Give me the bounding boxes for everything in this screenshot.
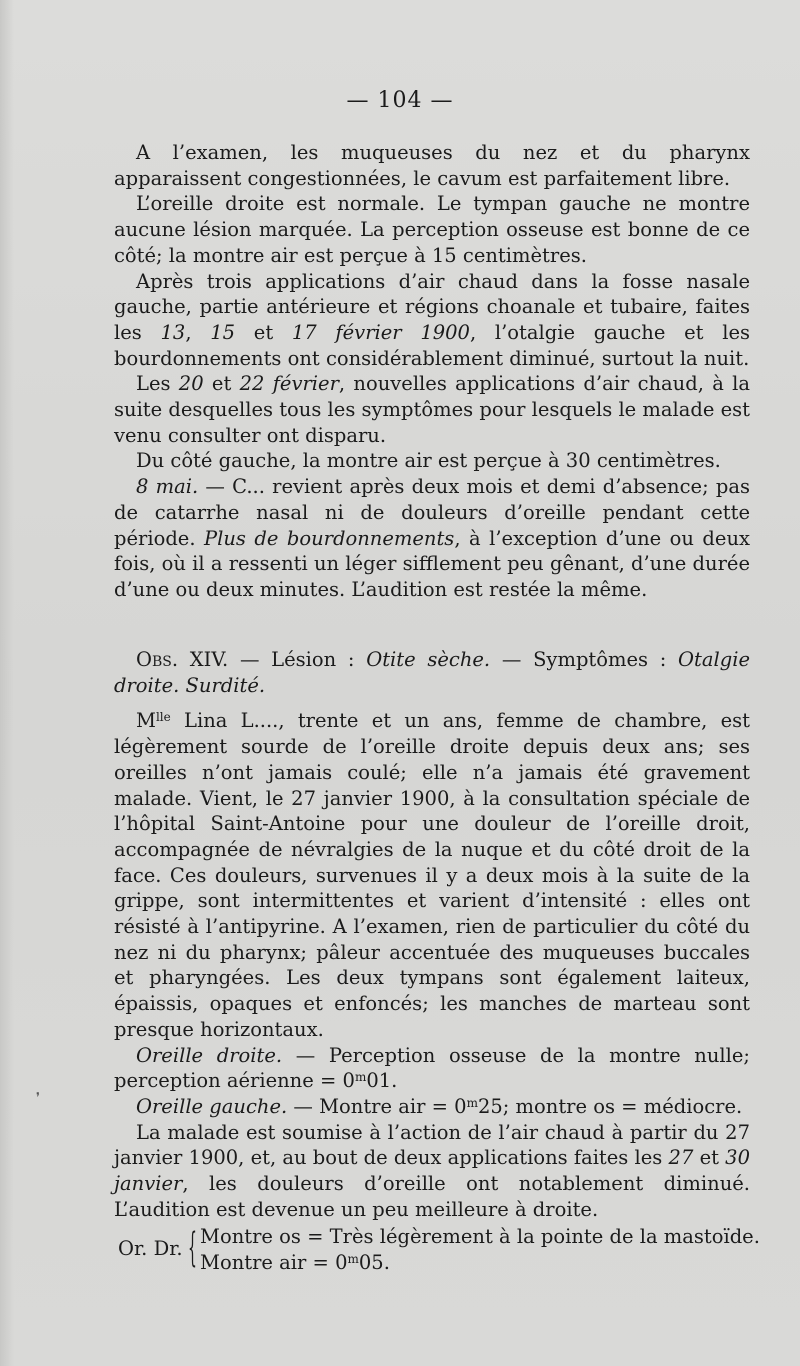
paragraph: $M^{lle}$ Lina L...., trente et un ans, femme de chambre, est légèrement sourde de l’oreille droite depuis deux ans; ses oreilles n’ont jamais coulé; elle n’a jamais été gravement malade. Vient, le 27 janvier 1900, à la consultation spéciale de l’hôpital Saint-Antoine pour une douleur de l’oreille droit, accompagnée de névralgies de la nuque et du côté droit de la face. Ces douleurs, survenues il y a deux mois à la suite de la grippe, sont intermittentes et varient d’intensité : elles ont résisté à l’antipyrine. A l’examen, rien de particulier du côté du nez ni du pharynx; pâleur accentuée des muqueuses buccales et pharyngées. Les deux tympans sont également laiteux, épaissis, opaques et enfoncés; les manches de marteau sont presque horizontaux.: [114, 709, 750, 1041]
emphasis: Plus de bourdonnements: [204, 526, 455, 550]
date: 13: [160, 320, 186, 344]
ink-speck: ❜: [36, 1090, 40, 1104]
date: 20: [178, 372, 204, 396]
text-block-continuation: [114, 140, 750, 603]
observation-label: Obs. XIV.: [136, 648, 229, 671]
lesion: Otite sèche.: [366, 648, 491, 671]
symptoms: Otalgie droite. Surdité.: [114, 648, 750, 697]
paragraph: Oreille droite. — Perception osseuse de la montre nulle; perception aérienne = $0^m01$.: [114, 1043, 750, 1093]
text-block-observation: [114, 647, 750, 1222]
paragraph: A l’examen, les muqueuses du nez et du pharynx apparaissent congestionnées, le cavum est parfaitement libre.: [114, 141, 750, 190]
date: 27: [668, 1146, 694, 1170]
paragraph: La malade est soumise à l’action de l’air chaud à partir du 27 janvier 1900, et, au bout de deux applications faites les 27 et 30 janvier, les douleurs d’oreille ont notablement diminué. L’audition est devenue un peu meilleure à droite.: [114, 1120, 750, 1221]
date: 22 février: [239, 372, 339, 396]
date: 17 février 1900: [291, 320, 470, 344]
paragraph: Du côté gauche, la montre air est perçue à 30 centimètres.: [136, 449, 721, 473]
brace: {: [188, 1225, 197, 1271]
or-dr-label: Or. Dr.: [118, 1237, 183, 1260]
ear-label: Oreille droite.: [136, 1043, 283, 1067]
paragraph: Oreille gauche. — Montre air = $0^m25$; montre os = médiocre.: [136, 1094, 743, 1118]
observation-heading: Obs. XIV. — Lésion : Otite sèche. — Symptômes : Otalgie droite. Surdité.: [114, 648, 750, 697]
date: 8 mai.: [136, 475, 199, 499]
or-dr-lines: [200, 1224, 760, 1275]
bone-conduction-line: Montre os = Très légèrement à la pointe de la mastoïde.: [200, 1225, 760, 1248]
paragraph: L’oreille droite est normale. Le tympan gauche ne montre aucune lésion marquée. La perception osseuse est bonne de ce côté; la montre air est perçue à 15 centimètres.: [114, 192, 750, 267]
air-conduction-line: Montre air = $0^m05$.: [200, 1250, 390, 1274]
paragraph: 8 mai. — C... revient après deux mois et demi d’absence; pas de catarrhe nasal ni de douleurs d’oreille pendant cette période. Plus de bourdonnements, à l’exception d’une ou deux fois, où il a ressenti un léger sifflement peu gênant, d’une durée d’une ou deux minutes. L’audition est restée la même.: [114, 475, 750, 601]
date: 15: [210, 320, 236, 344]
page-edge-shadow: [0, 0, 14, 1366]
ear-label: Oreille gauche.: [136, 1094, 288, 1118]
page-number: — 104 —: [346, 88, 454, 113]
date: 30 janvier: [114, 1146, 750, 1196]
paragraph: Les 20 et 22 février, nouvelles applications d’air chaud, à la suite desquelles tous les symptômes pour lesquels le malade est venu consulter ont disparu.: [114, 372, 751, 447]
paragraph: Après trois applications d’air chaud dans la fosse nasale gauche, partie antérieure et régions choanale et tubaire, faites les 13, 15 et 17 février 1900, l’otalgie gauche et les bourdonnements ont considérablement diminué, surtout la nuit.: [114, 269, 750, 370]
